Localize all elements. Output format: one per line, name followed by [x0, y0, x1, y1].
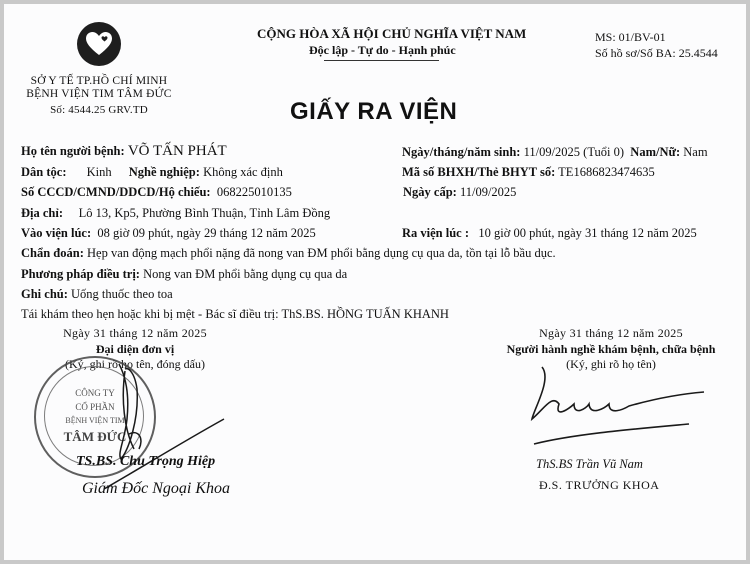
treatment-label: Phương pháp điều trị: — [21, 267, 140, 281]
diagnosis-row — [21, 246, 556, 261]
stamp-line-1: CÔNG TY — [75, 388, 115, 398]
left-sign-date: Ngày 31 tháng 12 năm 2025 — [63, 326, 207, 340]
stamp-line-2: CỔ PHẦN — [75, 402, 115, 412]
right-sign-date: Ngày 31 tháng 12 năm 2025 — [539, 326, 683, 340]
discharge-paper — [4, 4, 746, 560]
discharge-value: 10 giờ 00 phút, ngày 31 tháng 12 năm 2025 — [478, 226, 697, 240]
left-sign-instruction: (Ký, ghi rõ họ tên, đóng dấu) — [65, 357, 205, 371]
ethnicity-label: Dân tộc: — [21, 165, 67, 179]
left-signer-name: TS.BS. Chu Trọng Hiệp — [76, 454, 216, 469]
patient-name: VÕ TẤN PHÁT — [127, 143, 227, 159]
diagnosis-label: Chẩn đoán: — [21, 246, 84, 260]
admission-value: 08 giờ 09 phút, ngày 29 tháng 12 năm 2025 — [97, 226, 316, 240]
right-signer-title: Đ.S. TRƯỞNG KHOA — [539, 478, 660, 492]
right-signer-name: ThS.BS Trần Vũ Nam — [536, 457, 643, 471]
issue-date-row — [403, 185, 516, 200]
insurance-label: Mã số BHXH/Thẻ BHYT số: — [402, 165, 556, 179]
discharge-label: Ra viện lúc : — [402, 226, 470, 240]
admission-row — [21, 226, 316, 241]
followup-row: Tái khám theo hẹn hoặc khi bị mệt - Bác sĩ điều trị: ThS.BS. HỒNG TUẤN KHANH — [21, 307, 449, 321]
patient-name-label: Họ tên người bệnh: — [21, 144, 125, 158]
patient-name-row — [21, 143, 227, 160]
issue-date-label: Ngày cấp: — [403, 185, 457, 199]
note-label: Ghi chú: — [21, 287, 68, 301]
ethnicity-row — [21, 165, 283, 180]
diagnosis-value: Hẹp van động mạch phổi nặng đã nong van ĐM phổi bằng dụng cụ qua da, tồn tại lỗ bầu dục. — [87, 246, 556, 260]
motto: Độc lập - Tự do - Hạnh phúc — [309, 43, 456, 57]
stamp-line-3: BỆNH VIỆN TIM — [65, 416, 125, 425]
heart-icon — [84, 29, 114, 59]
note-row — [21, 287, 173, 302]
address-label: Địa chỉ: — [21, 206, 64, 220]
treatment-row — [21, 267, 347, 282]
hospital-name: BỆNH VIỆN TIM TÂM ĐỨC — [26, 88, 172, 100]
right-sign-instruction: (Ký, ghi rõ họ tên) — [566, 357, 656, 371]
left-signature-scribble — [99, 359, 229, 499]
document-title: GIẤY RA VIỆN — [290, 98, 458, 125]
record-number: Số hồ sơ/Số BA: 25.4544 — [595, 46, 718, 60]
dob-label: Ngày/tháng/năm sinh: — [402, 145, 521, 159]
insurance-value: TE1686823474635 — [558, 165, 655, 179]
document-number: Số: 4544.25 GRV.TD — [50, 104, 148, 116]
form-code: MS: 01/BV-01 — [595, 30, 666, 44]
id-row — [21, 185, 292, 200]
dob-value: 11/09/2025 (Tuổi 0) — [523, 145, 625, 159]
discharge-row — [402, 226, 697, 241]
left-signer-title: Giám Đốc Ngoại Khoa — [82, 480, 230, 497]
id-value: 068225010135 — [216, 185, 292, 199]
ethnicity-value: Kinh — [86, 165, 112, 179]
occupation-label: Nghề nghiệp: — [128, 165, 200, 179]
treatment-value: Nong van ĐM phổi bằng dụng cụ qua da — [143, 267, 348, 281]
id-label: Số CCCD/CMND/DDCD/Hộ chiếu: — [21, 185, 211, 199]
stamp-line-4: TÂM ĐỨC — [63, 429, 127, 444]
insurance-row — [402, 165, 655, 180]
department-name: SỞ Y TẾ TP.HỒ CHÍ MINH — [30, 75, 168, 87]
address-row — [21, 206, 330, 221]
right-signature — [524, 364, 724, 449]
motto-underline — [324, 60, 439, 61]
note-value: Uống thuốc theo toa — [71, 287, 173, 301]
dob-row — [402, 145, 708, 160]
right-sign-role: Người hành nghề khám bệnh, chữa bệnh — [506, 342, 716, 356]
occupation-value: Không xác định — [203, 165, 283, 179]
nation-title: CỘNG HÒA XÃ HỘI CHỦ NGHĨA VIỆT NAM — [257, 26, 527, 41]
issue-date-value: 11/09/2025 — [459, 185, 517, 199]
admission-label: Vào viện lúc: — [21, 226, 92, 240]
hospital-logo — [77, 22, 121, 66]
left-sign-role: Đại diện đơn vị — [95, 342, 175, 356]
address-value: Lô 13, Kp5, Phường Bình Thuận, Tỉnh Lâm Đồng — [78, 206, 331, 220]
sex-value: Nam — [683, 145, 708, 159]
sex-label: Nam/Nữ: — [630, 145, 681, 159]
